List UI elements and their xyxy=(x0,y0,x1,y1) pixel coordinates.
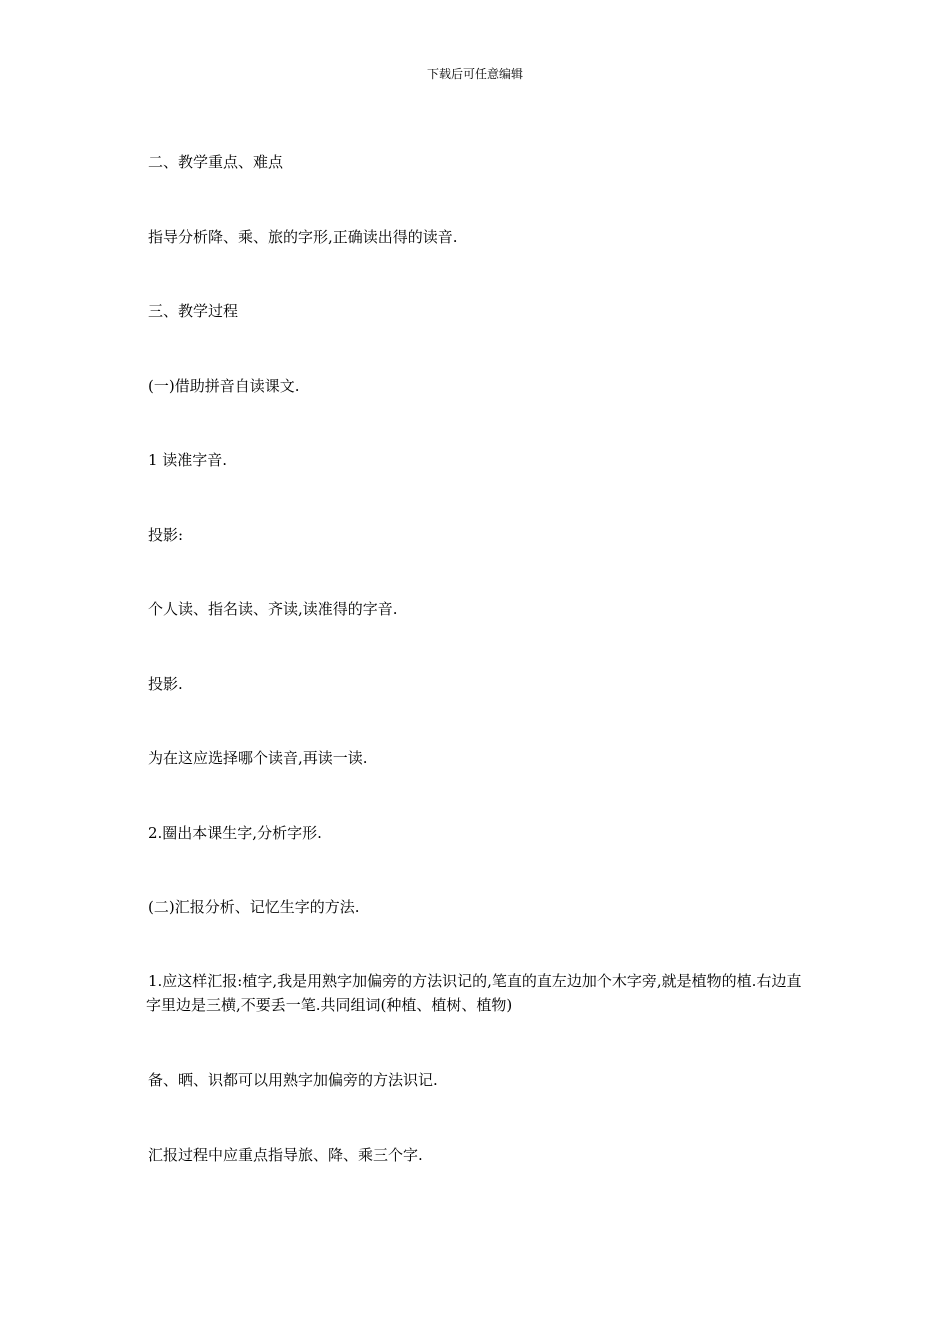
paragraph-choose-pronunciation: 为在这应选择哪个读音,再读一读. xyxy=(148,749,368,767)
section-heading-key-points: 二、教学重点、难点 xyxy=(148,153,284,171)
paragraph-read-pronunciation: 1 读准字音. xyxy=(148,451,228,469)
paragraph-key-points-detail: 指导分析降、乘、旅的字形,正确读出得的读音. xyxy=(148,228,458,246)
subheading-pinyin-self-reading: (一)借助拼音自读课文. xyxy=(148,377,300,395)
page-header: 下载后可任意编辑 xyxy=(426,67,523,81)
paragraph-reading-methods: 个人读、指名读、齐读,读准得的字音. xyxy=(148,600,398,618)
paragraph-projection: 投影. xyxy=(148,675,183,693)
paragraph-circle-new-characters: 2.圈出本课生字,分析字形. xyxy=(148,824,322,842)
subheading-report-methods: (二)汇报分析、记忆生字的方法. xyxy=(148,898,360,916)
paragraph-familiar-characters: 备、晒、识都可以用熟字加偏旁的方法识记. xyxy=(148,1071,438,1089)
paragraph-projection-colon: 投影: xyxy=(148,526,184,544)
paragraph-key-guidance: 汇报过程中应重点指导旅、降、乘三个字. xyxy=(148,1146,423,1164)
paragraph-report-example: 1.应这样汇报:植字,我是用熟字加偏旁的方法识记的,笔直的直左边加个木字旁,就是植物的植.右边直字里边是三横,不要丢一笔.共同组词(种植、植树、植物) xyxy=(146,972,802,1014)
section-heading-teaching-process: 三、教学过程 xyxy=(148,302,239,320)
